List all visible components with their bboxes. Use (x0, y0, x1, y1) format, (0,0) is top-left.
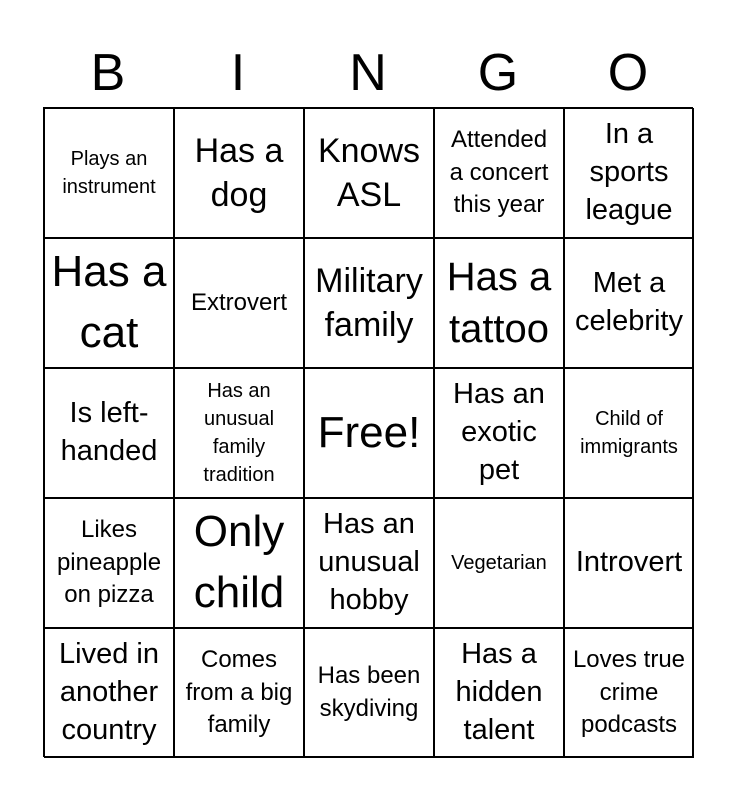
bingo-grid (43, 107, 693, 757)
bingo-cell[interactable]: Attended a concert this year (434, 108, 564, 238)
bingo-cell[interactable]: Has an unusual family tradition (174, 368, 304, 498)
bingo-cell[interactable]: Is left-handed (44, 368, 174, 498)
bingo-cell[interactable]: Vegetarian (434, 498, 564, 628)
bingo-header (43, 40, 693, 106)
bingo-cell[interactable]: Has a tattoo (434, 238, 564, 368)
bingo-cell[interactable]: Extrovert (174, 238, 304, 368)
bingo-cell[interactable]: In a sports league (564, 108, 694, 238)
header-letter-i: I (230, 44, 246, 102)
header-letter-o: O (607, 44, 649, 102)
bingo-cell[interactable]: Child of immigrants (564, 368, 694, 498)
bingo-cell[interactable]: Military family (304, 238, 434, 368)
bingo-cell[interactable]: Lived in another country (44, 628, 174, 758)
bingo-cell[interactable]: Only child (174, 498, 304, 628)
bingo-cell[interactable]: Has been skydiving (304, 628, 434, 758)
header-letter-n: N (349, 44, 387, 102)
bingo-cell[interactable]: Has an exotic pet (434, 368, 564, 498)
bingo-cell[interactable]: Has a hidden talent (434, 628, 564, 758)
bingo-cell[interactable]: Introvert (564, 498, 694, 628)
header-letter-b: B (90, 44, 126, 102)
header-letter-g: G (477, 44, 519, 102)
bingo-cell[interactable]: Has an unusual hobby (304, 498, 434, 628)
bingo-cell[interactable]: Met a celebrity (564, 238, 694, 368)
bingo-cell[interactable]: Likes pineapple on pizza (44, 498, 174, 628)
bingo-cell[interactable]: Plays an instrument (44, 108, 174, 238)
bingo-cell[interactable]: Knows ASL (304, 108, 434, 238)
free-space-cell[interactable]: Free! (304, 368, 434, 498)
bingo-cell[interactable]: Loves true crime podcasts (564, 628, 694, 758)
bingo-cell[interactable]: Has a dog (174, 108, 304, 238)
bingo-cell[interactable]: Has a cat (44, 238, 174, 368)
bingo-cell[interactable]: Comes from a big family (174, 628, 304, 758)
